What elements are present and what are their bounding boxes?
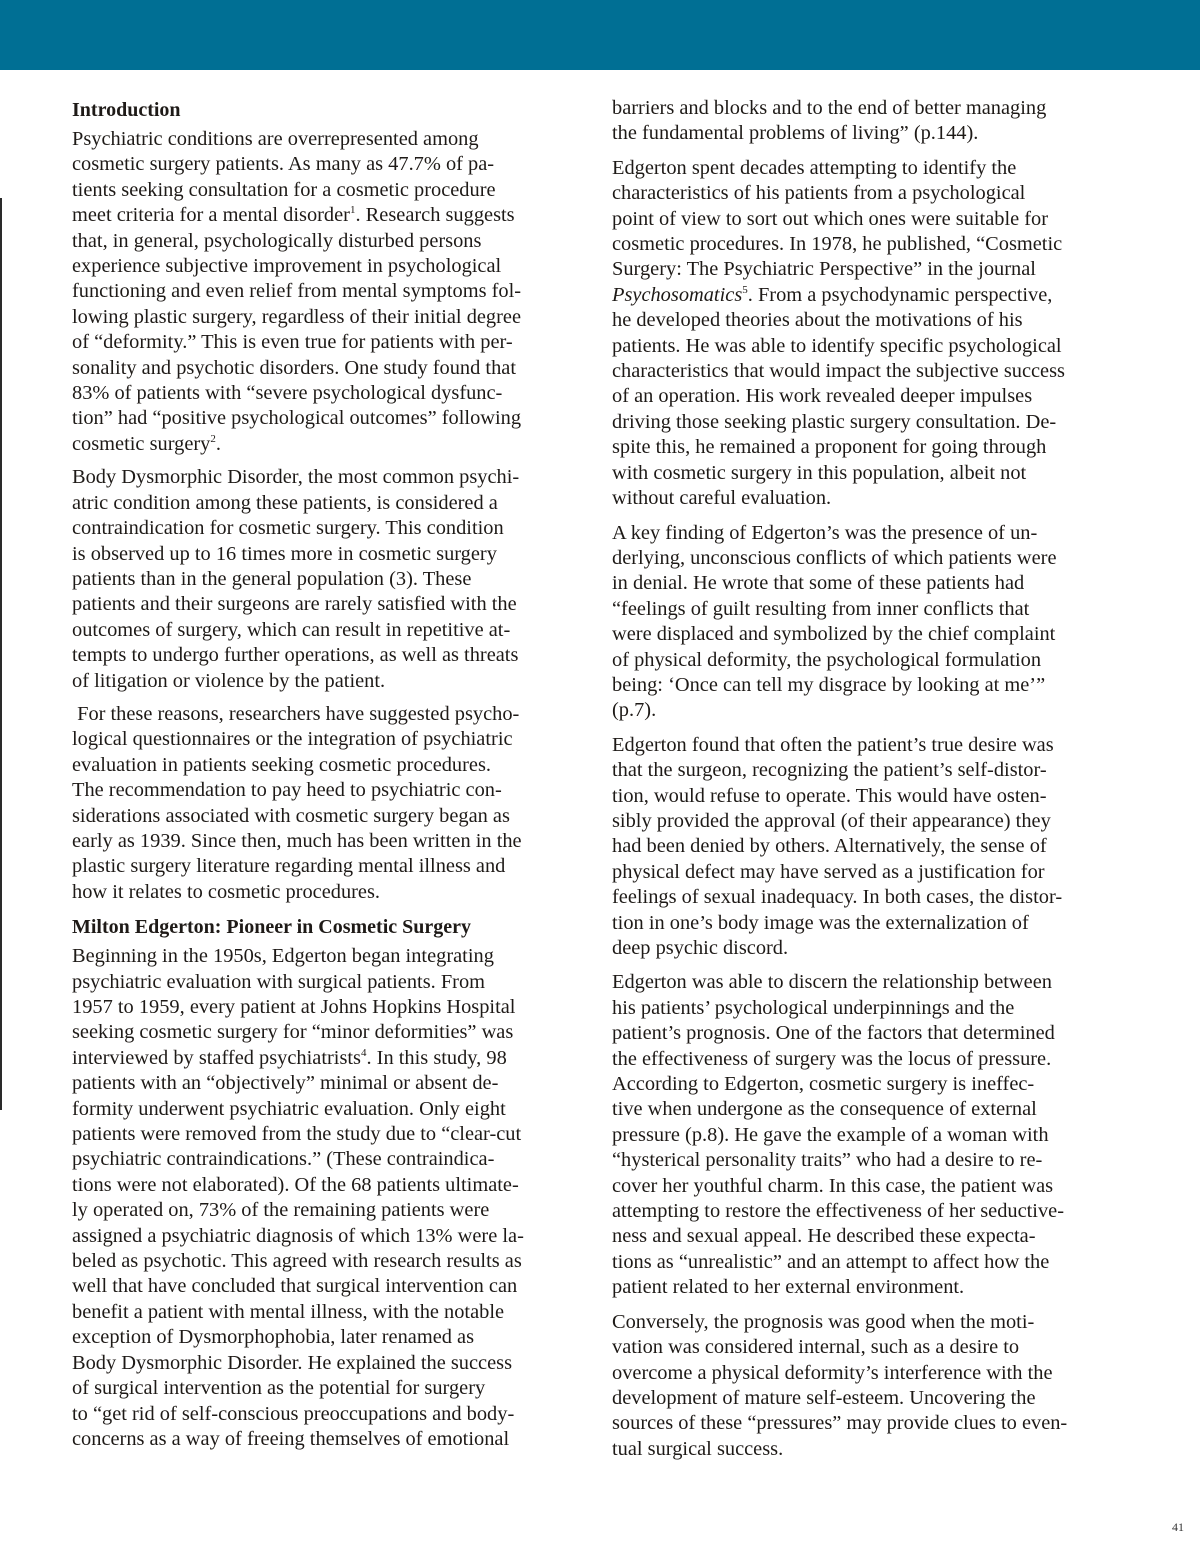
margin-rule: [0, 198, 2, 1110]
edgerton-paragraph-6: Conversely, the prognosis was good when the moti- vation was considered internal, such as a desire to overcome a physical deformity’s interference with the development of mature self-esteem. Uncovering the sources of these “pressures” may provide clues to even- tual surgical success.: [612, 1310, 1068, 1460]
journal-title: Psychosomatics: [612, 283, 743, 306]
page-number: 41: [1172, 1520, 1184, 1534]
edgerton-paragraph-4: Edgerton found that often the patient’s true desire was that the surgeon, recognizing the patient’s self-distor- tion, would refuse to operate. This would have osten- sibly provided the approval (of their appearance) they had been denied by others. Alternatively, the sense of physical defect may have served as a justification for feelings of sexual inadequacy. In both cases, the distor- tion in one’s body image was the externalization of deep psychic discord.: [612, 733, 1063, 959]
footnote-ref: 5: [742, 283, 748, 296]
section-heading-edgerton: Milton Edgerton: Pioneer in Cosmetic Surgery: [72, 916, 472, 939]
intro-paragraph-2: Body Dysmorphic Disorder, the most common psychi- atric condition among these patients, is considered a contraindication for cosmetic surgery. This condition is observed up to 16 times more in cosmetic surgery patients than in the general population (3). These patients and their surgeons are rarely satisfied with the outcomes of surgery, which can result in repetitive at- tempts to undergo further operations, as well as threats of litigation or violence by the patient.: [72, 466, 520, 692]
edgerton-paragraph-1: Beginning in the 1950s, Edgerton began integrating psychiatric evaluation with surgical patients. From 1957 to 1959, every patient at Johns Hopkins Hospital seeking cosmetic surgery for “minor deformities” was interviewed by staffed psychiatrists$^4$. In this study, 98 patients with an “objectively” minimal or absent de- formity underwent psychiatric evaluation. Only eight patients were removed from the study due to “clear-cut psychiatric contraindications.” (These contraindica- tions were not elaborated). Of the 68 patients ultimate- ly operated on, 73% of the remaining patients were assigned a psychiatric diagnosis of which 13% were la- beled as psychotic. This agreed with research results as well that have concluded that surgical intervention can benefit a patient with mental illness, with the notable exception of Dysmorphophobia, later renamed as Body Dysmorphic Disorder. He explained the success of surgical intervention as the potential for surgery to “get rid of self-conscious preoccupations and body- concerns as a way of freeing themselves of emotional: [72, 945, 524, 1450]
edgerton-paragraph-2: Edgerton spent decades attempting to identify the characteristics of his patients from a psychological point of view to sort out which ones were suitable for cosmetic procedures. In 1978, he published, “Cosmetic Surgery: The Psychiatric Perspective” in the journal Psychosomatics$^5$. From a psychodynamic perspective, he developed theories about the motivations of his patients. He was able to identify specific psychological characteristics that would impact the subjective success of an operation. His work revealed deeper impulses driving those seeking plastic surgery consultation. De- spite this, he remained a proponent for going through with cosmetic surgery in this population, albeit not without careful evaluation.: [612, 156, 1065, 510]
continued-paragraph: barriers and blocks and to the end of better managing the fundamental problems of living” (p.144).: [612, 97, 1047, 145]
header-bar: [0, 0, 1200, 70]
footnote-ref: 4: [360, 1046, 367, 1059]
footnote-ref: 2: [210, 432, 216, 445]
right-column: [612, 96, 1132, 1471]
edgerton-paragraph-5: Edgerton was able to discern the relationship between his patients’ psychological underpinnings and the patient’s prognosis. One of the factors that determined the effectiveness of surgery was the locus of pressure. According to Edgerton, cosmetic surgery is ineffec- tive when undergone as the consequence of external pressure (p.8). He gave the example of a woman with “hysterical personality traits” who had a desire to re- cover her youthful charm. In this case, the patient was attempting to restore the effectiveness of her seductive- ness and sexual appeal. He described these expecta- tions as “unrealistic” and an attempt to affect how the patient related to her external environment.: [612, 971, 1065, 1299]
footnote-ref: 1: [349, 204, 356, 217]
left-column: [72, 96, 592, 1460]
section-heading-introduction: Introduction: [72, 99, 181, 121]
intro-paragraph-1: Psychiatric conditions are overrepresented among cosmetic surgery patients. As many as 47.7% of pa- tients seeking consultation for a cosmetic procedure meet criteria for a mental disorder$^1$. Research suggests that, in general, psychologically disturbed persons experience subjective improvement in psychological functioning and even relief from mental symptoms fol- lowing plastic surgery, regardless of their initial degree of “deformity.” This is even true for patients with per- sonality and psychotic disorders. One study found that 83% of patients with “severe psychological dysfunc- tion” had “positive psychological outcomes” following cosmetic surgery$^2$.: [72, 128, 522, 455]
intro-paragraph-3: For these reasons, researchers have suggested psycho- logical questionnaires or the integration of psychiatric evaluation in patients seeking cosmetic procedures. The recommendation to pay heed to psychiatric con- siderations associated with cosmetic surgery began as early as 1939. Since then, much has been written in the plastic surgery literature regarding mental illness and how it relates to cosmetic procedures.: [72, 702, 522, 903]
edgerton-paragraph-3: A key finding of Edgerton’s was the presence of un- derlying, unconscious conflicts of which patients were in denial. He wrote that some of these patients had “feelings of guilt resulting from inner conflicts that were displaced and symbolized by the chief complaint of physical deformity, the psychological formulation being: ‘Once can tell my disgrace by looking at me’” (p.7).: [612, 521, 1057, 722]
